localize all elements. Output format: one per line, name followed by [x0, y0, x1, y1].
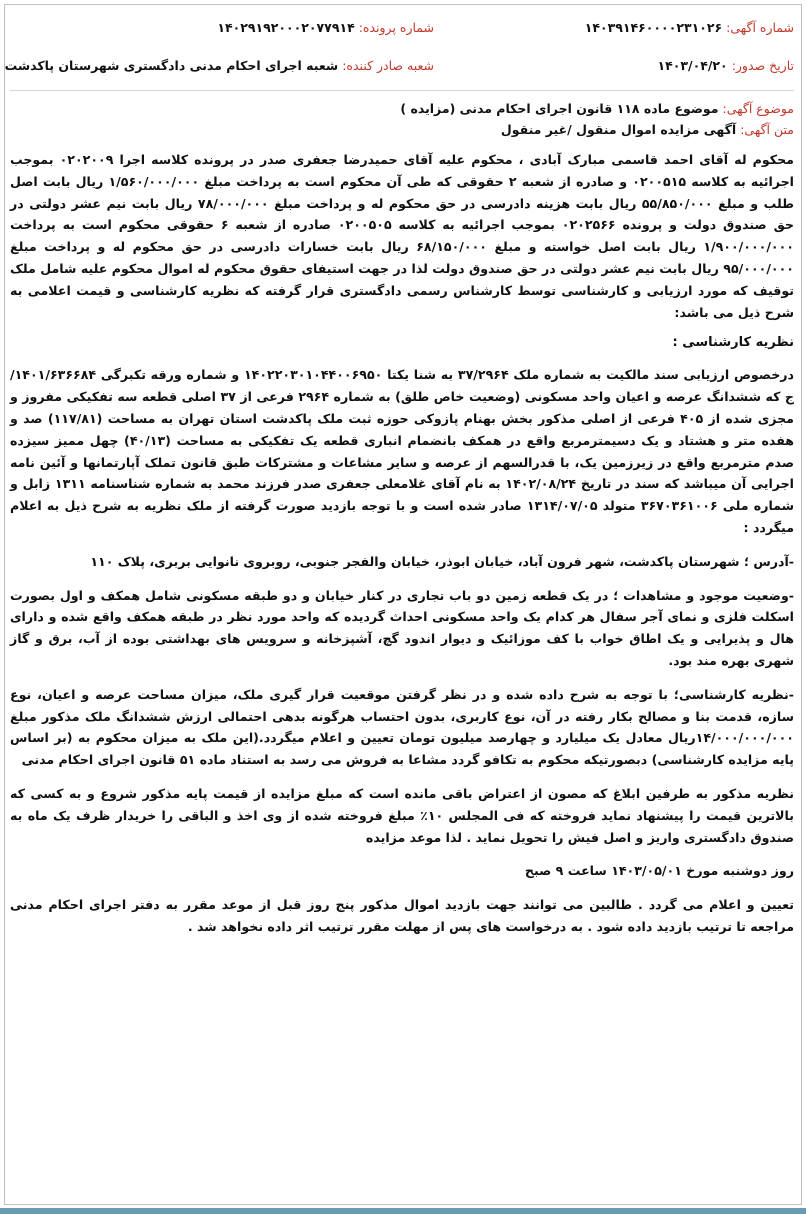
property-description: درخصوص ارزیابی سند مالکیت به شماره ملک ۳۷/۲۹۶۴ به شنا یکتا ۱۴۰۲۲۰۳۰۱۰۴۴۰۰۶۹۵۰ و شماره ورقه تکبرگی ۱۴۰۱/۶۳۶۶۸۴/ج که ششدانگ عرصه و اعیان واحد مسکونی (وضعیت خاص طلق) به شماره ۲۹۶۴ فرعی از ۳۷ اصلی قطعه سه تفکیکی مفروز و مجزی شده از ۴۰۵ فرعی از اصلی مذکور بخش بهنام پازوکی حوزه ثبت ملک پاکدشت استان تهران به مساحت (۱۱۷/۸۱) صد و هفده متر و هشتاد و یک دسیمترمربع واقع در همکف بانضمام انباری قطعه یک تفکیکی به مساحت (۴۰/۱۳) چهل ممیز سیزده صدم مترمربع واقع در زیرزمین یک، با قدرالسهم از عرصه و سایر مشاعات و مشترکات طبق قانون تملک آپارتمانها و آئین نامه اجرایی آن میباشد که سند در تاریخ ۱۴۰۲/۰۸/۲۴ به نام آقای غلامعلی جعفری صدر فرزند محمد به شماره شناسنامه ۱۳۱۱ زابل و شماره ملی ۳۶۷۰۳۶۱۰۰۶ متولد ۱۳۱۴/۰۷/۰۵ صادر شده است و با توجه بازدید صورت گرفته از ملک نظریه به شرح ذیل به اعلام میگردد : [10, 367, 795, 535]
expert-opinion-heading: نظریه کارشناسی : [672, 335, 794, 351]
notice-number: شماره آگهی:۱۴۰۳۹۱۴۶۰۰۰۰۲۳۱۰۲۶ [584, 20, 794, 35]
issue-date: تاریخ صدور:۱۴۰۳/۰۴/۲۰ [657, 58, 794, 73]
header-row-2 [4, 46, 794, 84]
valuation-paragraph: -نظریه کارشناسی؛ با توجه به شرح داده شده و در نظر گرفتن موقعیت قرار گیری ملک، میزان مساحت عرصه و اعیان، نوع سازه، قدمت بنا و مصالح بکار رفته در آن، نوع کاربری، بدون احتساب هرگونه بدهی احتمالی ارزش ششدانگ ملک مذکور مبلغ ۱۴/۰۰۰/۰۰۰/۰۰۰ریال معادل یک میلیارد و چهارصد میلیون تومان تعیین و اعلام میگردد.(این ملک به میزان محکوم به (بر اساس پایه مزایده کارشناسی) دبصورتیکه محکوم به تکافو گردد مشاعا به فروش می رسد به استناد ماده ۵۱ قانون اجرای احکام مدنی [10, 686, 794, 768]
header-divider [10, 90, 794, 91]
file-number: شماره پرونده:۱۴۰۲۹۱۹۲۰۰۰۲۰۷۷۹۱۴ [217, 20, 434, 35]
auction-date: روز دوشنبه مورخ ۱۴۰۳/۰۵/۰۱ ساعت ۹ صبح [524, 863, 794, 879]
notice-title: متن آگهی:آگهی مزایده اموال منقول /غیر منقول [500, 122, 794, 137]
auction-terms: نظریه مذکور به طرفین ابلاغ که مصون از اعتراض باقی مانده است که مبلغ مزایده از قیمت پایه مذکور شروع و به کسی که بالاترین قیمت را پیشنهاد نماید فروخته که فی المجلس ۱۰٪ مبلغ فروخته شده از وی اخذ و الباقی را خریدار ظرف یک ماه به صندوق دادگستری واریز و اصل فیش را تحویل نماید . لذا موعد مزایده [10, 785, 794, 845]
property-address: -آدرس ؛ شهرستان پاکدشت، شهر فرون آباد، خیابان ابوذر، خیابان والفجر جنوبی، روبروی نانوایی بربری، پلاک ۱۱۰ [90, 553, 794, 569]
header-row-1 [10, 8, 794, 46]
bottom-accent-bar [0, 1208, 806, 1214]
property-condition: -وضعیت موجود و مشاهدات ؛ در یک قطعه زمین دو باب تجاری در کنار خیابان و دو طبقه مسکونی شامل همکف و اول بصورت اسکلت فلزی و نمای آجر سفال هر کدام یک واحد مسکونی احداث گردیده که واحد مورد نظر در طبقه همکف واقع شده و دارای هال و پذیرایی و یک اطاق خواب با کف موزائیک و دیوار اندود گچ، آشپزخانه و سرویس های بهداشتی بوده از آب، برق و گاز شهری بهره مند بود. [10, 587, 794, 668]
auction-notice [4, 8, 795, 950]
issuing-branch: شعبه صادر کننده:شعبه اجرای احکام مدنی دادگستری شهرستان پاکدشت [4, 58, 434, 73]
closing-paragraph: تعیین و اعلام می گردد . طالبین می توانند جهت بازدید اموال مذکور پنج روز قبل از موعد مقرر به دفتر اجرای احکام مدنی مراجعه تا ترتیب بازدید داده شود . به درخواست های پس از مهلت مقرر ترتیب اثر داده نخواهد شد . [10, 897, 794, 934]
notice-subject: موضوع آگهی:موضوع ماده ۱۱۸ قانون اجرای احکام مدنی (مزایده ) [400, 101, 794, 116]
intro-paragraph: محکوم له آقای احمد قاسمی مبارک آبادی ، محکوم علیه آقای حمیدرضا جعفری صدر در پرونده کلاسه اجرا ۰۲۰۲۰۰۹ بموجب اجرائیه به کلاسه ۰۲۰۰۵۱۵ و صادره از شعبه ۲ حقوقی که طی آن محکوم است به پرداخت مبلغ ۱/۵۶۰/۰۰۰/۰۰۰ ریال بابت اصل طلب و مبلغ ۵۵/۸۵۰/۰۰۰ ریال بابت هزینه دادرسی در حق محکوم له و پرداخت مبلغ ۷۸/۰۰۰/۰۰۰ ریال بابت نیم عشر دولتی در حق صندوق دولت و پرونده ۰۲۰۲۵۶۶ بموجب اجرائیه به کلاسه ۰۲۰۰۵۰۵ صادره از شعبه ۶ حقوقی محکوم است به پرداخت ۱/۹۰۰/۰۰۰/۰۰۰ ریال بابت اصل خواسته و مبلغ ۶۸/۱۵۰/۰۰۰ ریال بابت خسارات دادرسی در حق محکوم له و پرداخت مبلغ ۹۵/۰۰۰/۰۰۰ ریال بابت نیم عشر دولتی در حق صندوق دولت لذا در جهت استیفای حقوق محکوم له اموال محکوم علیه شامل ملک توقیف که مورد ارزیابی و کارشناسی توسط کارشناس رسمی دادگستری قرار گرفته که نظریه کارشناسی و قیمت اعلامی به شرح ذیل می باشد: [10, 152, 795, 320]
